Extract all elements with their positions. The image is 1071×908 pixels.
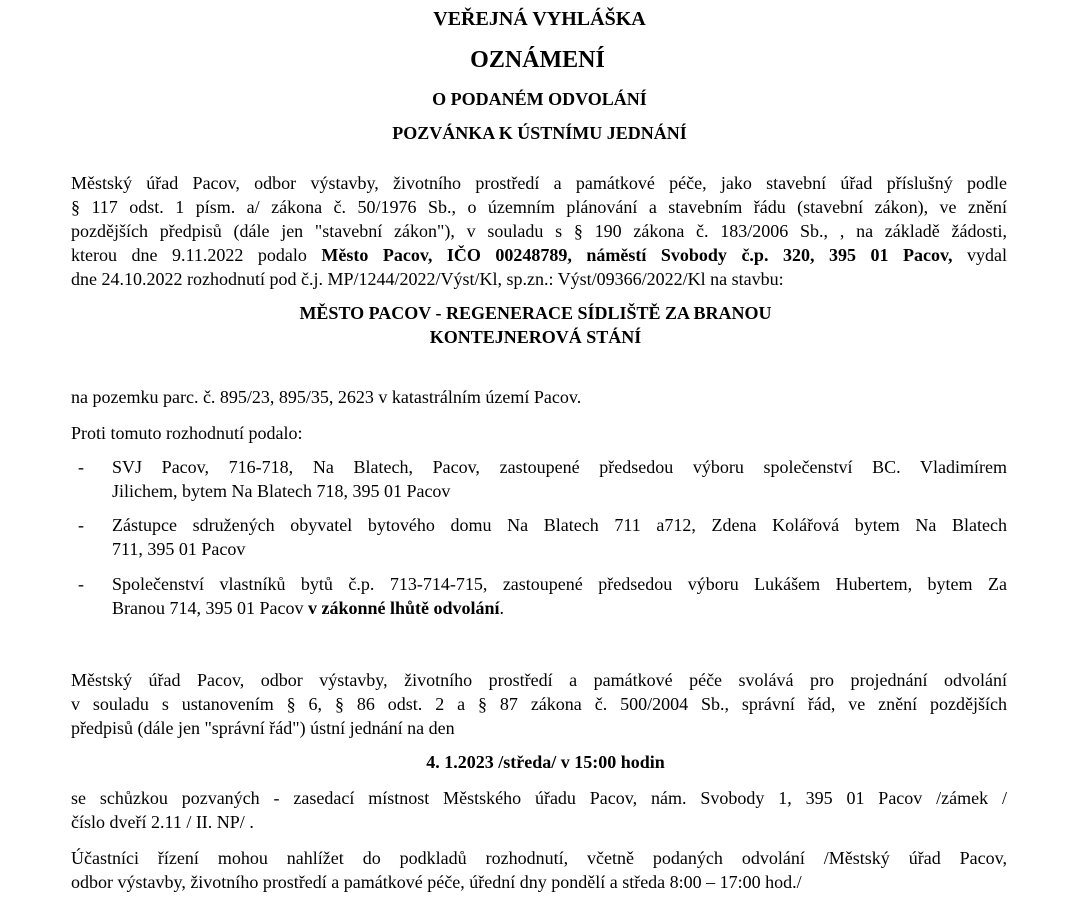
intro-line: § 117 odst. 1 písm. a/ zákona č. 50/1976 Sb., o územním plánování a stavebním řádu (stavební zákon), ve znění <box>71 197 1007 217</box>
appellant-text: Branou 714, 395 01 Pacov <box>112 598 308 618</box>
applicant-name: Město Pacov, IČO 00248789, náměstí Svobody č.p. 320, 395 01 Pacov, <box>321 245 953 265</box>
meeting-place-line: se schůzkou pozvaných - zasedací místnost Městského úřadu Pacov, nám. Svobody 1, 395 01 Pacov /zámek / <box>71 788 1007 808</box>
meeting-place-line: číslo dveří 2.11 / II. NP/ . <box>71 812 254 832</box>
appellant-line: SVJ Pacov, 716-718, Na Blatech, Pacov, zastoupené předsedou výboru společenství BC. Vladimírem <box>112 457 1007 477</box>
participants-line: Účastníci řízení mohou nahlížet do podkladů rozhodnutí, včetně podaných odvolání /Městský úřad Pacov, <box>71 848 1007 868</box>
intro-line: dne 24.10.2022 rozhodnutí pod č.j. MP/1244/2022/Výst/Kl, sp.zn.: Výst/09366/2022/Kl na stavbu: <box>71 269 784 289</box>
project-subtitle: KONTEJNEROVÁ STÁNÍ <box>429 327 642 347</box>
heading-public-notice: VEŘEJNÁ VYHLÁŠKA <box>433 8 646 30</box>
appellant-line: 711, 395 01 Pacov <box>112 539 246 559</box>
intro-text: vydal <box>952 245 1008 265</box>
heading-announcement: OZNÁMENÍ <box>470 47 605 73</box>
intro-line: pozdějších předpisů (dále jen "stavební zákon"), v souladu s § 190 zákona č. 183/2006 Sb., , na základě žádosti, <box>71 221 1007 241</box>
appellant-text: . <box>499 598 505 618</box>
convocation-line: předpisů (dále jen "správní řád") ústní jednání na den <box>71 718 455 738</box>
project-title: MĚSTO PACOV - REGENERACE SÍDLIŠTĚ ZA BRANOU <box>299 303 772 323</box>
heading-appeal-filed: O PODANÉM ODVOLÁNÍ <box>432 89 647 109</box>
appellants-intro: Proti tomuto rozhodnutí podalo: <box>71 423 303 443</box>
intro-text: kterou dne 9.11.2022 podalo <box>71 245 322 265</box>
appellant-line: Jilichem, bytem Na Blatech 718, 395 01 Pacov <box>112 481 451 501</box>
list-bullet: - <box>78 457 84 477</box>
deadline-note: v zákonné lhůtě odvolání <box>307 598 500 618</box>
appellant-line: Společenství vlastníků bytů č.p. 713-714-715, zastoupené předsedou výboru Lukášem Hubertem, bytem Za <box>112 574 1007 594</box>
parcel-text: na pozemku parc. č. 895/23, 895/35, 2623 v katastrálním území Pacov. <box>71 387 582 407</box>
appellant-line-deadline <box>112 596 504 620</box>
heading-hearing-invitation: POZVÁNKA K ÚSTNÍMU JEDNÁNÍ <box>392 123 687 143</box>
convocation-line: v souladu s ustanovením § 6, § 86 odst. 2 a § 87 zákona č. 500/2004 Sb., správní řád, ve znění pozdějších <box>71 694 1007 714</box>
convocation-line: Městský úřad Pacov, odbor výstavby, životního prostředí a památkové péče svolává pro projednání odvolání <box>71 670 1007 690</box>
participants-line: odbor výstavby, životního prostředí a památkové péče, úřední dny pondělí a středa 8:00 – 17:00 hod./ <box>71 872 802 892</box>
intro-line-applicant <box>71 243 1007 267</box>
intro-line: Městský úřad Pacov, odbor výstavby, životního prostředí a památkové péče, jako stavební úřad příslušný podle <box>71 173 1007 193</box>
meeting-date: 4. 1.2023 /středa/ v 15:00 hodin <box>426 752 665 772</box>
appellant-line: Zástupce sdružených obyvatel bytového domu Na Blatech 711 a712, Zdena Kolářová bytem Na Blatech <box>112 515 1007 535</box>
list-bullet: - <box>78 515 84 535</box>
list-bullet: - <box>78 574 84 594</box>
